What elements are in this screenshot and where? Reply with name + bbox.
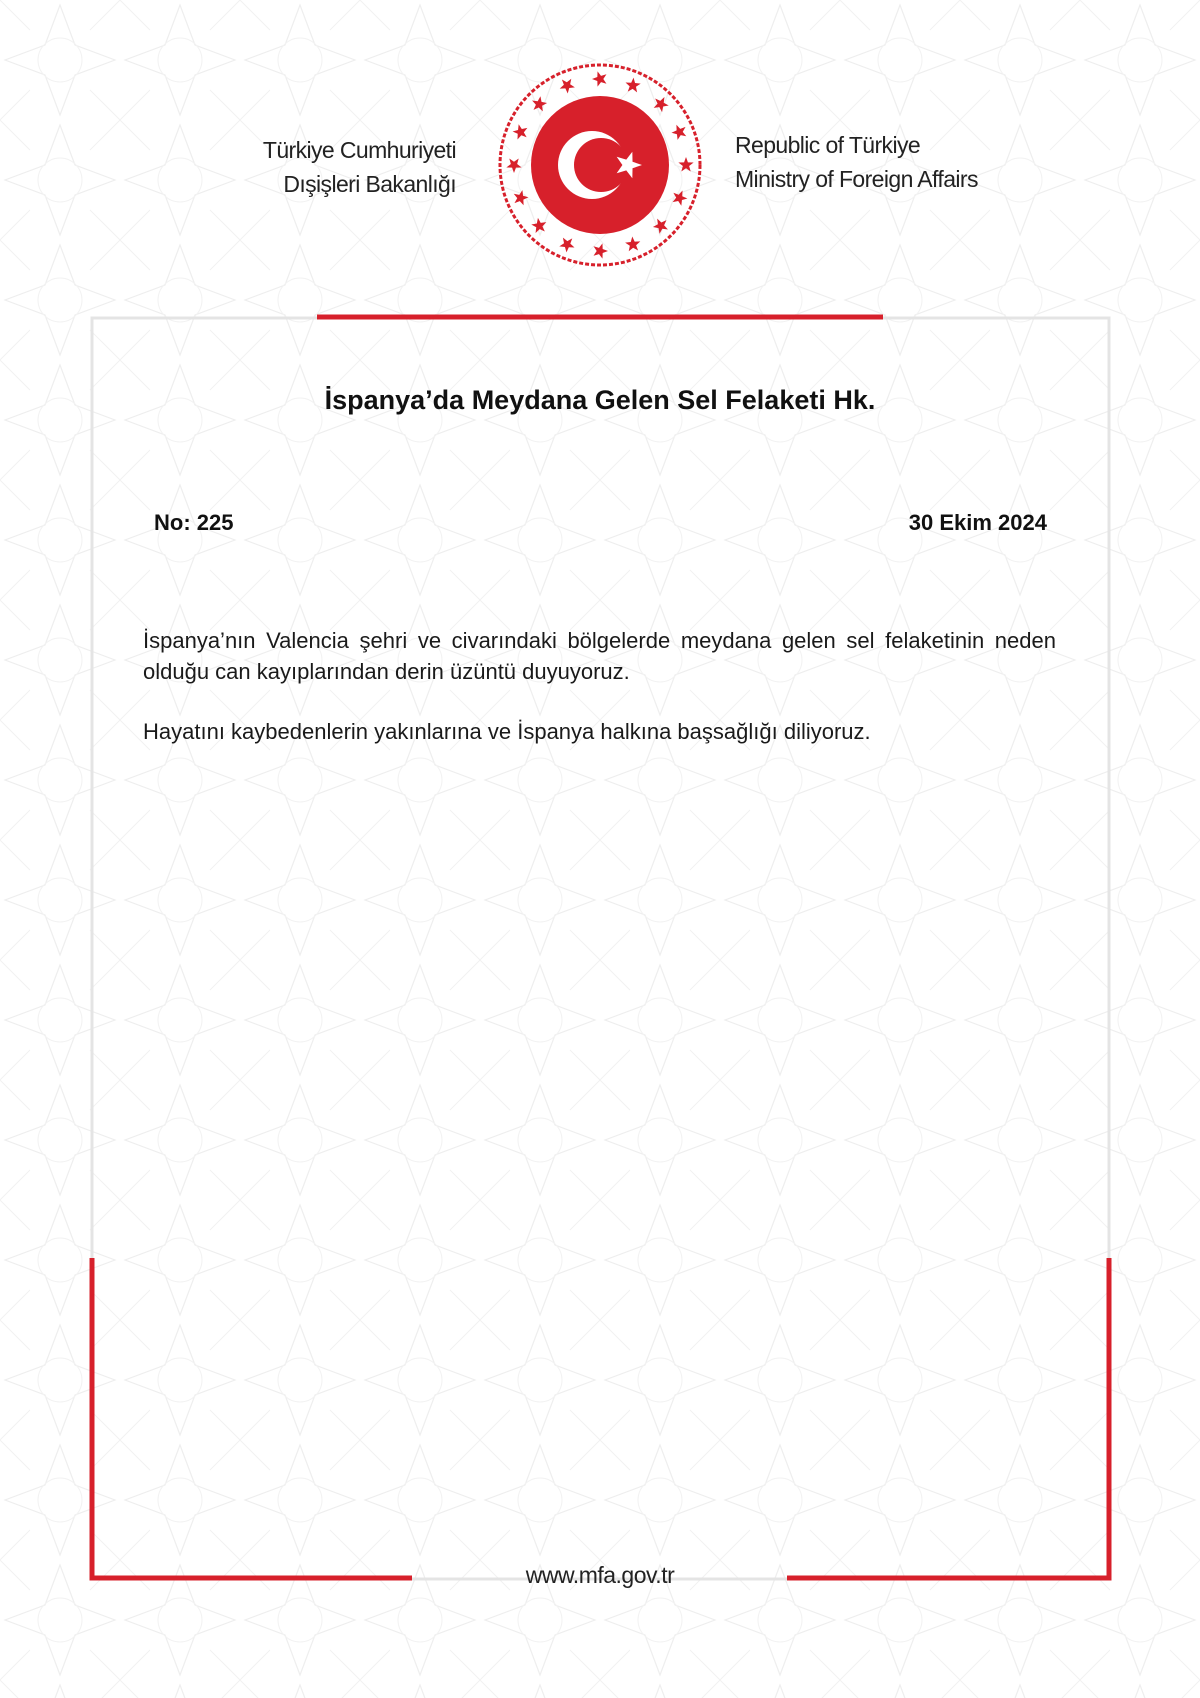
body-paragraph-2: Hayatını kaybedenlerin yakınlarına ve İspanya halkına başsağlığı diliyoruz. xyxy=(143,719,871,744)
header-right xyxy=(735,128,1035,196)
emblem-ring-star xyxy=(532,96,547,111)
emblem-ring-star xyxy=(514,190,529,205)
emblem-ring-star xyxy=(653,219,668,234)
header-left-line2: Dışişleri Bakanlığı xyxy=(283,171,456,197)
header-left xyxy=(220,133,456,201)
emblem-ring-star xyxy=(531,218,546,233)
emblem-ring-star xyxy=(678,157,693,171)
document-title: İspanya’da Meydana Gelen Sel Felaketi Hk. xyxy=(324,385,876,415)
emblem-ring-star xyxy=(594,243,608,258)
header-right-line2: Ministry of Foreign Affairs xyxy=(735,166,978,192)
emblem-ring-star xyxy=(506,159,521,173)
emblem-ring-star xyxy=(592,71,606,86)
footer-website-link[interactable]: www.mfa.gov.tr xyxy=(525,1562,675,1588)
emblem-ring-star xyxy=(560,79,575,94)
emblem-ring-star xyxy=(626,78,641,93)
header-left-line1: Türkiye Cumhuriyeti xyxy=(262,137,456,163)
body-paragraph-1: İspanya’nın Valencia şehri ve civarındaki bölgelerde meydana gelen sel felaketinin neden olduğu can kayıplarından derin üzüntü duyuyoruz. xyxy=(143,628,1056,684)
emblem-ring-star xyxy=(513,124,528,139)
emblem-ring-star xyxy=(673,191,688,206)
document-date: 30 Ekim 2024 xyxy=(908,510,1047,535)
header-right-line1: Republic of Türkiye xyxy=(735,132,921,158)
emblem-ring-star xyxy=(671,125,686,140)
emblem-ring-star xyxy=(654,97,669,112)
emblem-ring-star xyxy=(559,238,574,253)
emblem-ring-star xyxy=(625,236,640,251)
ministry-emblem-icon xyxy=(496,61,704,269)
document-number: No: 225 xyxy=(154,510,234,535)
